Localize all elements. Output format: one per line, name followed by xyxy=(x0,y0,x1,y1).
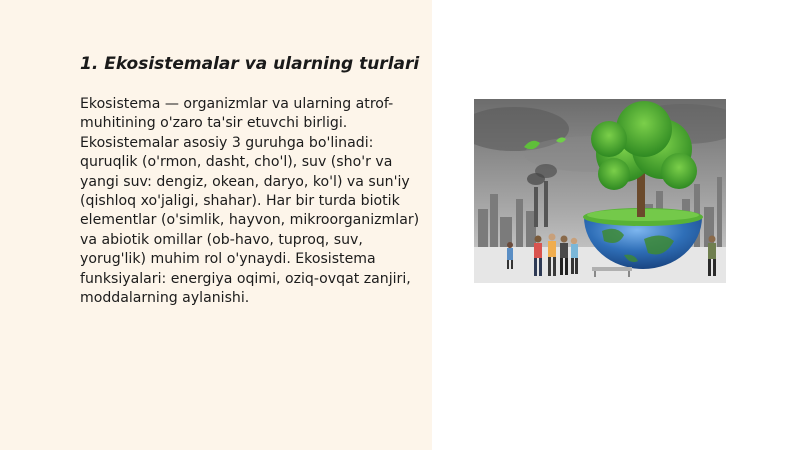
ecosystem-illustration xyxy=(474,99,726,283)
slide-heading: 1. Ekosistemalar va ularning turlari xyxy=(80,54,420,74)
slide-body-text: Ekosistema — organizmlar va ularning atrof-muhitining o'zaro ta'sir etuvchi birligi. Ekosistemalar asosiy 3 guruhga bo'linadi: quruqlik (o'rmon, dasht, cho'l), suv (sho'r va yangi suv: dengiz, okean, daryo, ko'l) va sun'iy (qishloq xo'jaligi, shahar). Har bir turda biotik elementlar (o'simlik, hayvon, mikroorganizmlar) va abiotik omillar (ob-havo, tuproq, suv, yorug'lik) muhim rol o'ynaydi. Ekosistema funksiyalari: energiya oqimi, oziq-ovqat zanjiri, moddalarning aylanishi. xyxy=(80,96,420,307)
bench xyxy=(592,267,632,271)
